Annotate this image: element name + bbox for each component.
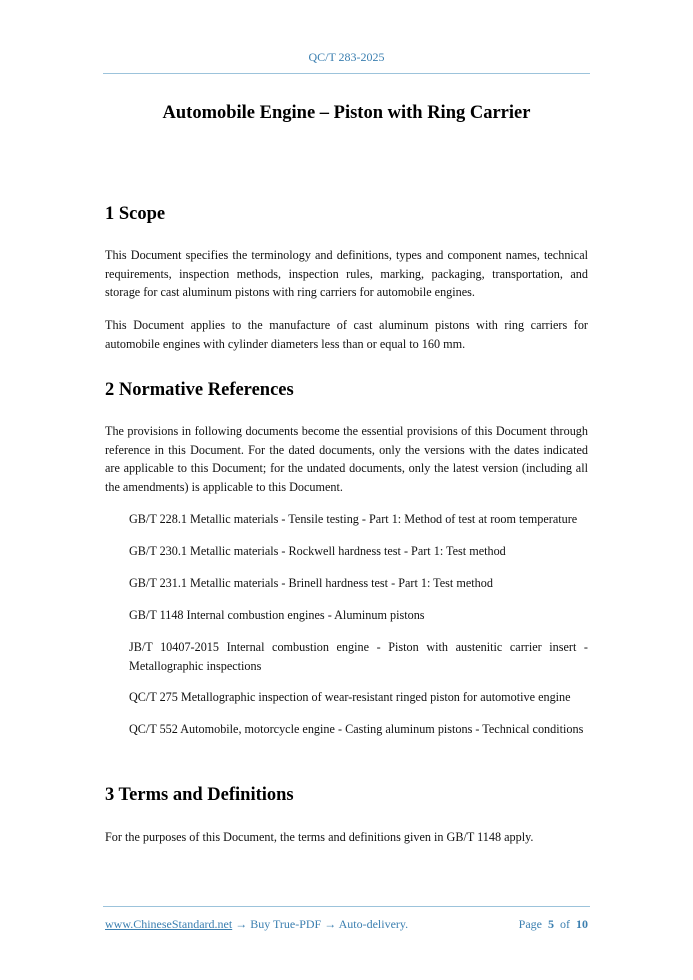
section-normative-references xyxy=(105,380,588,401)
references-intro-block xyxy=(105,422,588,496)
scope-paragraph-1: This Document specifies the terminology and definitions, types and component names, technical requirements, inspection methods, inspection rules, marking, packaging, transportation, and storage for cast aluminum pistons with ring carriers for automobile engines. xyxy=(105,248,588,299)
references-intro-paragraph: The provisions in following documents become the essential provisions of this Document through reference in this Document. For the dated documents, only the versions with the dates indicated are applicable to this Document; for the undated documents, only the latest version (including all the amendments) is applicable to this Document. xyxy=(105,424,588,494)
scope-paragraph-2: This Document applies to the manufacture of cast aluminum pistons with ring carriers for automobile engines with cylinder diameters less than or equal to 160 mm. xyxy=(105,318,588,351)
auto-delivery-text: Auto-delivery. xyxy=(338,917,409,931)
buy-true-pdf-text: Buy True-PDF xyxy=(250,917,322,931)
page-label: Page xyxy=(518,917,542,931)
section-heading: 2 Normative References xyxy=(105,380,294,400)
page-current: 5 xyxy=(548,917,554,931)
section-heading: 3 Terms and Definitions xyxy=(105,785,294,805)
section-heading: 1 Scope xyxy=(105,204,166,224)
terms-paragraph: For the purposes of this Document, the terms and definitions given in GB/T 1148 apply. xyxy=(105,830,534,844)
reference-item-6 xyxy=(105,688,588,707)
section-scope xyxy=(105,204,588,225)
reference-text: JB/T 10407-2015 Internal combustion engine - Piston with austenitic carrier insert - Metallographic inspections xyxy=(129,640,588,673)
arrow-right-icon: → xyxy=(235,917,248,931)
reference-item-4 xyxy=(105,606,588,625)
page-total: 10 xyxy=(576,917,588,931)
reference-item-1 xyxy=(105,510,588,529)
reference-text: GB/T 228.1 Metallic materials - Tensile testing - Part 1: Method of test at room temperature xyxy=(129,512,578,526)
footer-divider xyxy=(103,906,590,907)
reference-item-2 xyxy=(105,542,588,561)
header-doc-code: QC/T 283-2025 xyxy=(308,50,385,64)
section-terms-definitions xyxy=(105,785,588,806)
reference-item-5 xyxy=(105,638,588,675)
document-title: Automobile Engine – Piston with Ring Carrier xyxy=(162,103,531,123)
scope-paragraph-2-block xyxy=(105,316,588,353)
page-indicator xyxy=(519,917,588,932)
terms-paragraph-block xyxy=(105,828,588,847)
arrow-right-icon: → xyxy=(324,917,337,931)
reference-text: QC/T 275 Metallographic inspection of wear-resistant ringed piston for automotive engine xyxy=(129,690,571,704)
header-divider xyxy=(103,73,590,74)
reference-text: GB/T 230.1 Metallic materials - Rockwell hardness test - Part 1: Test method xyxy=(129,544,506,558)
footer xyxy=(105,917,588,932)
reference-item-7 xyxy=(105,720,588,739)
reference-item-3 xyxy=(105,574,588,593)
reference-text: QC/T 552 Automobile, motorcycle engine - Casting aluminum pistons - Technical conditions xyxy=(129,722,584,736)
reference-text: GB/T 1148 Internal combustion engines - Aluminum pistons xyxy=(129,608,425,622)
page-of: of xyxy=(560,917,570,931)
scope-paragraph-1-block xyxy=(105,246,588,302)
reference-text: GB/T 231.1 Metallic materials - Brinell hardness test - Part 1: Test method xyxy=(129,576,493,590)
website-link[interactable]: www.ChineseStandard.net xyxy=(105,917,233,931)
